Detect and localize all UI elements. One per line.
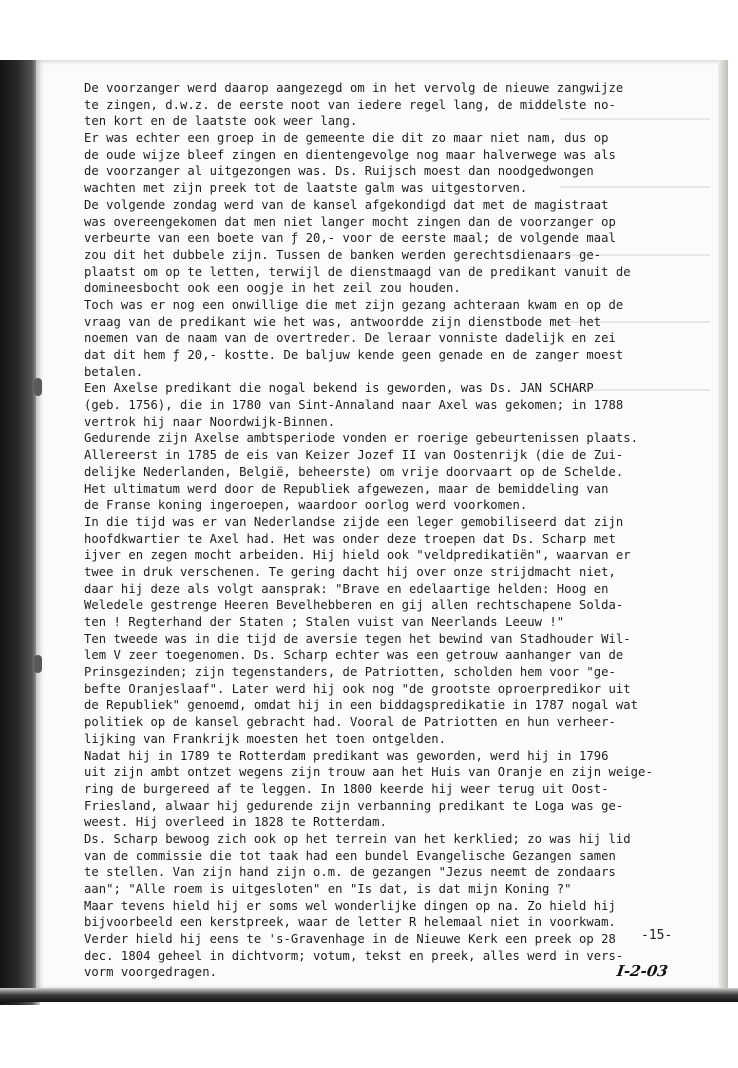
text-line: de voorzanger al uitgezongen was. Ds. Ruijsch moest dan noodgedwongen [84,164,594,179]
text-line: Toch was er nog een onwillige die met zijn gezang achteraan kwam en op de [84,297,624,312]
text-line: vertrok hij naar Noordwijk-Binnen. [84,414,336,429]
text-line: Prinsgezinden; zijn tegenstanders, de Patriotten, scholden hem voor "ge- [84,665,616,680]
text-line: ten kort en de laatste ook weer lang. [84,114,358,129]
text-line: De volgende zondag werd van de kansel afgekondigd dat met de magistraat [84,197,609,212]
text-line: verbeurte van een boete van ƒ 20,- voor de eerste maal; de volgende maal [84,231,616,246]
text-line: In die tijd was er van Nederlandse zijde een leger gemobiliseerd dat zijn [84,514,624,529]
text-line: Er was echter een groep in de gemeente die dit zo maar niet nam, dus op [84,131,609,146]
text-line: vraag van de predikant wie het was, antwoordde zijn dienstbode met het [84,314,602,329]
text-line: Ten tweede was in die tijd de aversie tegen het bewind van Stadhouder Wil- [84,631,631,646]
text-line: lem V zeer toegenomen. Ds. Scharp echter was een getrouw aanhanger van de [84,648,624,663]
text-line: uit zijn ambt ontzet wegens zijn trouw aan het Huis van Oranje en zijn weige- [84,765,653,780]
text-line: (geb. 1756), die in 1780 van Sint-Annaland naar Axel was gekomen; in 1788 [84,398,624,413]
text-line: plaatst om op te letten, terwijl de dienstmaagd van de predikant vanuit de [84,264,631,279]
scan-bottom-edge [0,988,738,1002]
typewritten-body-text [84,80,724,981]
text-line: Allereerst in 1785 de eis van Keizer Jozef II van Oostenrijk (die de Zui- [84,448,624,463]
text-line: befte Oranjeslaaf". Later werd hij ook nog "de grootste oproerpredikor uit [84,681,631,696]
scan-binding-edge [0,60,40,1005]
text-line: Gedurende zijn Axelse ambtsperiode vonden er roerige gebeurtenissen plaats. [84,431,639,446]
text-line: Een Axelse predikant die nogal bekend is geworden, was Ds. JAN SCHARP [84,381,594,396]
text-line: de oude wijze bleef zingen en dientengevolge nog maar halverwege was als [84,147,616,162]
text-line: ring de burgereed af te leggen. In 1800 keerde hij weer terug uit Oost- [84,781,609,796]
punch-hole-lower [34,655,42,673]
text-line: delijke Nederlanden, België, beheerste) om vrije doorvaart op de Schelde. [84,464,624,479]
text-line: van de commissie die tot taak had een bundel Evangelische Gezangen samen [84,848,616,863]
text-line: betalen. [84,364,144,379]
text-line: Weledele gestrenge Heeren Bevelhebberen en gij allen rechtschapene Solda- [84,598,624,613]
text-line: noemen van de naam van de overtreder. De leraar vonniste dadelijk en zei [84,331,616,346]
text-line: domineesbocht ook een oogje in het zeil zou houden. [84,281,461,296]
text-line: Verder hield hij eens te 's-Gravenhage in de Nieuwe Kerk een preek op 28 [84,932,616,947]
text-line: daar hij deze als volgt aansprak: "Brave en edelaartige helden: Hoog en [84,581,609,596]
text-line: aan"; "Alle roem is uitgesloten" en "Is dat, is dat mijn Koning ?" [84,882,572,896]
page-number: -15- [641,928,673,943]
text-line: te stellen. Van zijn hand zijn o.m. de gezangen "Jezus neemt de zondaars [84,865,616,880]
text-line: twee in druk verschenen. Te gering dacht hij over onze strijdmacht niet, [84,564,616,579]
text-line: Friesland, alwaar hij gedurende zijn verbanning predikant te Loga was ge- [84,798,624,813]
text-line: Nadat hij in 1789 te Rotterdam predikant was geworden, werd hij in 1796 [84,748,609,763]
punch-hole-upper [34,378,42,396]
text-line: hoofdkwartier te Axel had. Het was onder deze troepen dat Ds. Scharp met [84,531,616,546]
text-line: de Franse koning ingeroepen, waardoor oorlog werd voorkomen. [84,498,528,513]
text-line: ijver en zegen mocht arbeiden. Hij hield ook "veldpredikatiën", waarvan er [84,548,631,563]
text-line: de Republiek" genoemd, omdat hij in een biddagspredikatie in 1787 nogal wat [84,698,639,713]
text-line: politiek op de kansel gebracht had. Vooral de Patriotten en hun verheer- [84,715,616,730]
text-line: Het ultimatum werd door de Republiek afgewezen, maar de bemiddeling van [84,481,609,496]
text-line: was overeengekomen dat men niet langer mocht zingen dan de voorzanger op [84,214,616,229]
handwritten-archive-code: I-2-03 [615,962,670,980]
text-line: Maar tevens hield hij er soms wel wonderlijke dingen op na. Zo hield hij [84,898,616,913]
text-line: te zingen, d.w.z. de eerste noot van iedere regel lang, de middelste no- [84,97,616,112]
text-line: weest. Hij overleed in 1828 te Rotterdam. [84,815,387,830]
text-line: dec. 1804 geheel in dichtvorm; votum, tekst en preek, alles werd in vers- [84,948,624,963]
text-line: zou dit het dubbele zijn. Tussen de banken werden gerechtsdienaars ge- [84,247,602,262]
text-line: ten ! Regterhand der Staten ; Stalen vuist van Neerlands Leeuw !" [84,615,565,629]
text-line: De voorzanger werd daarop aangezegd om in het vervolg de nieuwe zangwijze [84,81,624,95]
text-line: bijvoorbeeld een kerstpreek, waar de letter R helemaal niet in voorkwam. [84,915,616,930]
text-line: wachten met zijn preek tot de laatste galm was uitgestorven. [84,181,528,196]
text-line: dat dit hem ƒ 20,- kostte. De baljuw kende geen genade en de zanger moest [84,348,624,362]
text-line: Ds. Scharp bewoog zich ook op het terrein van het kerklied; zo was hij lid [84,831,631,846]
text-line: vorm voorgedragen. [84,965,217,980]
text-line: lijking van Frankrijk moesten het toen ontgelden. [84,731,446,746]
